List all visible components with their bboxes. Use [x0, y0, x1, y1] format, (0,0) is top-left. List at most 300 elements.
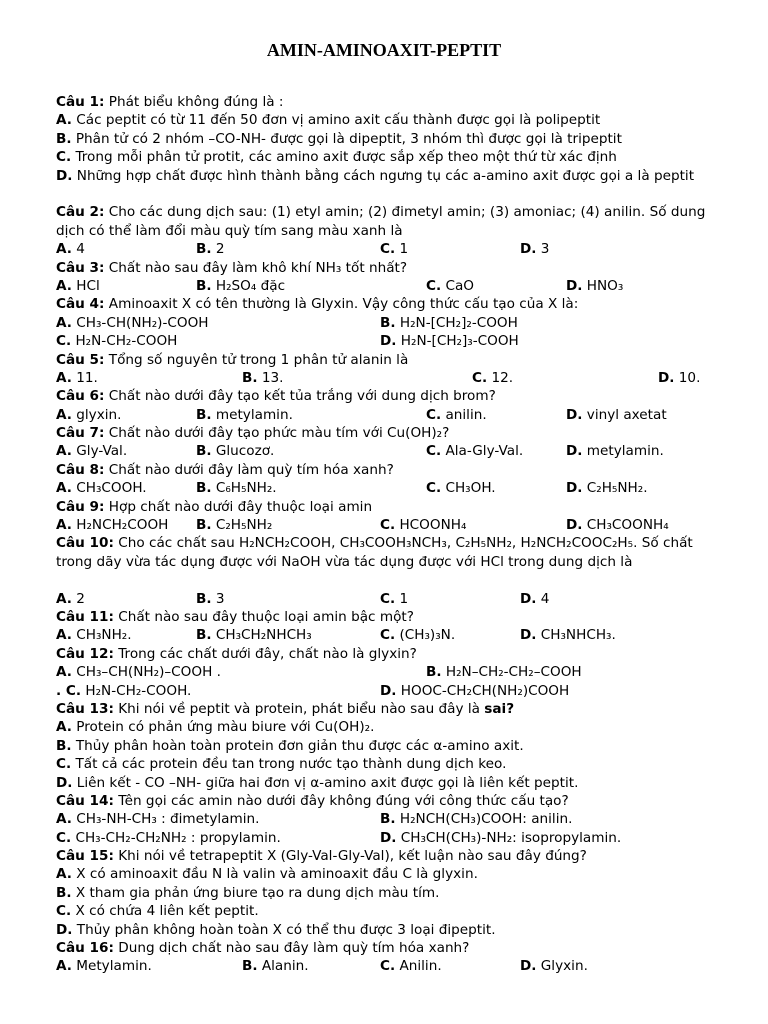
- choice-line: [56, 902, 720, 920]
- choice-letter: C.: [380, 241, 396, 258]
- choice-text: 2: [211, 241, 225, 258]
- choice: [566, 443, 664, 459]
- choice-text: H₂N-CH₂-COOH.: [81, 682, 192, 699]
- choice-slot: [472, 369, 513, 387]
- choice-slot: [56, 277, 100, 295]
- choice-text: CH₃-CH₂-CH₂NH₂ : propylamin.: [71, 829, 281, 846]
- choice-slot: [196, 406, 293, 424]
- choice-slot: [196, 590, 225, 608]
- choice-slot: [56, 829, 281, 847]
- choice-text: H₂N-[CH₂]₃-COOH: [396, 333, 519, 350]
- choice-text: CH₃–CH(NH₂)–COOH .: [71, 664, 221, 681]
- choice-slot: [520, 590, 549, 608]
- choice-text: metylamin.: [582, 443, 664, 460]
- question-block: [56, 792, 720, 847]
- choice: [380, 591, 408, 607]
- choice: [196, 278, 285, 294]
- question-text: Hợp chất nào dưới đây thuộc loại amin: [104, 498, 373, 515]
- choice-letter: C.: [56, 333, 72, 350]
- choice-slot: [196, 516, 272, 534]
- choice-text: H₂SO₄ đặc: [211, 277, 286, 294]
- choice: [520, 627, 616, 643]
- choice: [56, 149, 617, 165]
- choice-text: CH₃-CH(NH₂)-COOH: [71, 314, 209, 331]
- choice-line: [56, 130, 720, 148]
- choice: [566, 517, 669, 533]
- choice-letter: B.: [242, 369, 258, 386]
- choice: [56, 885, 439, 901]
- choice: [56, 168, 694, 184]
- choice-text: 4: [71, 241, 85, 258]
- choice-letter: A.: [56, 664, 72, 681]
- question-number: Câu 11:: [56, 608, 114, 625]
- choice: [56, 112, 600, 128]
- question-text: Trong các chất dưới đây, chất nào là glyxin?: [113, 645, 417, 662]
- choice-text: 3: [536, 241, 550, 258]
- choice-letter: B.: [196, 406, 212, 423]
- choice-text: CH₃-NH-CH₃ : đimetylamin.: [71, 811, 260, 828]
- choice-slot: [56, 626, 132, 644]
- choice-letter: B.: [196, 517, 212, 534]
- choice: [56, 241, 85, 257]
- choice: [56, 922, 496, 938]
- choice: [380, 683, 569, 699]
- choice: [56, 407, 121, 423]
- choice-letter: D.: [658, 369, 675, 386]
- choice-text: H₂N-[CH₂]₂-COOH: [395, 314, 518, 331]
- choice-slot: [380, 314, 518, 332]
- choice-slot: [380, 829, 621, 847]
- choice: [426, 664, 582, 680]
- choice-slot: [380, 516, 466, 534]
- choice-letter: A.: [56, 314, 72, 331]
- choice-letter: B.: [380, 811, 396, 828]
- choice-slot: [56, 406, 121, 424]
- choice: [196, 443, 274, 459]
- choice-letter: B.: [426, 664, 442, 681]
- choice-letter: A.: [56, 277, 72, 294]
- choice-text: HCl: [71, 277, 100, 294]
- question-block: [56, 387, 720, 424]
- question-stem: [56, 700, 720, 718]
- choice-text: Phân tử có 2 nhóm –CO-NH- được gọi là dipeptit, 3 nhóm thì được gọi là tripeptit: [71, 130, 622, 147]
- choice-letter: D.: [56, 167, 73, 184]
- choice-text: H₂N–CH₂-CH₂–COOH: [441, 664, 582, 681]
- choice-text: Trong mỗi phân tử protit, các amino axit được sắp xếp theo một thứ từ xác định: [71, 149, 617, 166]
- choice-text: CH₃NHCH₃.: [536, 627, 616, 644]
- choice: [380, 830, 621, 846]
- choice: [56, 278, 100, 294]
- choice-letter: A.: [56, 958, 72, 975]
- choice: [196, 241, 225, 257]
- choice-row: [56, 516, 720, 534]
- choice-text: CH₃OH.: [441, 480, 496, 497]
- choice: [426, 443, 523, 459]
- choice-letter: B.: [242, 958, 258, 975]
- question-number: Câu 2:: [56, 204, 105, 221]
- choice: [520, 241, 549, 257]
- choice: [380, 241, 408, 257]
- question-list: [56, 93, 720, 976]
- choice-line: [56, 774, 720, 792]
- choice-slot: [56, 442, 127, 460]
- choice-letter: C.: [380, 958, 396, 975]
- choice: [56, 811, 259, 827]
- choice-slot: [56, 682, 191, 700]
- choice-letter: C.: [56, 903, 72, 920]
- choice-text: C₂H₅NH₂.: [582, 480, 648, 497]
- choice-slot: [566, 277, 623, 295]
- choice-text: Glucozơ.: [211, 443, 275, 460]
- choice: [380, 627, 455, 643]
- choice-line: [56, 865, 720, 883]
- choice: [56, 775, 578, 791]
- question-stem: [56, 295, 720, 313]
- choice-text: 13.: [257, 369, 284, 386]
- choice-row: [56, 442, 720, 460]
- question-number: Câu 9:: [56, 498, 105, 515]
- choice-slot: [56, 663, 221, 681]
- choice: [196, 627, 312, 643]
- choice-text: HNO₃: [582, 277, 624, 294]
- choice: [56, 830, 281, 846]
- question-stem: [56, 351, 720, 369]
- choice-text: Liên kết - CO –NH- giữa hai đơn vị α-amino axit được gọi là liên kết peptit.: [72, 774, 579, 791]
- question-block: [56, 424, 720, 461]
- choice-letter: B.: [56, 884, 72, 901]
- question-text: Chất nào dưới đây tạo kết tủa trắng với dung dịch brom?: [104, 388, 496, 405]
- choice-letter: B.: [380, 314, 396, 331]
- choice: [566, 480, 648, 496]
- question-block: [56, 645, 720, 700]
- choice: [196, 407, 293, 423]
- choice: [56, 333, 177, 349]
- choice-text: 4: [536, 590, 550, 607]
- choice-slot: [566, 516, 669, 534]
- choice-letter: D.: [380, 829, 397, 846]
- choice-letter: D.: [520, 958, 537, 975]
- question-text: Aminoaxit X có tên thường là Glyxin. Vậy công thức cấu tạo của X là:: [104, 296, 579, 313]
- choice-row: [56, 332, 720, 350]
- choice-line: [56, 718, 720, 736]
- choice-text: CH₃NH₂.: [71, 627, 132, 644]
- question-number: Câu 1:: [56, 94, 105, 110]
- question-number: Câu 16:: [56, 940, 114, 957]
- choice-line: [56, 148, 720, 166]
- question-number: Câu 10:: [56, 535, 114, 552]
- choice-text: 1: [395, 241, 409, 258]
- question-number: Câu 4:: [56, 296, 105, 313]
- choice-text: H₂NCH₂COOH: [71, 517, 169, 534]
- choice-text: H₂NCH(CH₃)COOH: anilin.: [395, 811, 573, 828]
- choice-line: [56, 755, 720, 773]
- choice-text: Ala-Gly-Val.: [441, 443, 524, 460]
- question-stem: [56, 645, 720, 663]
- choice-slot: [242, 957, 309, 975]
- choice-letter: B.: [196, 480, 212, 497]
- choice-text: Tất cả các protein đều tan trong nước tạo thành dung dịch keo.: [71, 756, 507, 773]
- question-stem: [56, 534, 720, 589]
- choice: [566, 407, 667, 423]
- choice-letter: A.: [56, 241, 72, 258]
- choice: [56, 443, 127, 459]
- choice-row: [56, 406, 720, 424]
- choice: [520, 958, 588, 974]
- choice-text: Anilin.: [395, 958, 442, 975]
- choice-letter: A.: [56, 443, 72, 460]
- choice-letter: C.: [56, 149, 72, 166]
- choice-slot: [56, 479, 147, 497]
- choice-text: glyxin.: [71, 406, 122, 423]
- choice-slot: [196, 240, 225, 258]
- choice-letter: C.: [56, 829, 72, 846]
- document-title: AMIN-AMINOAXIT-PEPTIT: [266, 40, 502, 60]
- question-stem: [56, 203, 720, 240]
- choice: [56, 131, 622, 147]
- choice: [56, 627, 132, 643]
- choice-letter: D.: [520, 627, 537, 644]
- question-block: [56, 351, 720, 388]
- choice-row: [56, 663, 720, 681]
- choice: [426, 407, 487, 423]
- choice-letter: A.: [56, 811, 72, 828]
- question-stem: [56, 847, 720, 865]
- choice: [380, 333, 519, 349]
- choice: [56, 664, 221, 680]
- question-block: [56, 295, 720, 350]
- choice: [242, 370, 283, 386]
- question-number: Câu 7:: [56, 425, 105, 442]
- choice-text: Những hợp chất được hình thành bằng cách ngưng tụ các a-amino axit được gọi a là peptit: [72, 167, 695, 184]
- choice: [56, 370, 98, 386]
- choice-letter: C.: [56, 756, 72, 773]
- choice-line: [56, 111, 720, 129]
- question-block: [56, 259, 720, 296]
- choice-text: Thủy phân không hoàn toàn X có thể thu được 3 loại đipeptit.: [72, 921, 496, 938]
- choice-text: X có aminoaxit đầu N là valin và aminoaxit đầu C là glyxin.: [71, 866, 478, 883]
- choice-letter: A.: [56, 719, 72, 736]
- choice-letter: B.: [196, 590, 212, 607]
- choice: [426, 480, 496, 496]
- choice: [196, 591, 225, 607]
- choice-letter: D.: [56, 774, 73, 791]
- question-block: [56, 939, 720, 976]
- choice-letter: D.: [566, 480, 583, 497]
- choice-row: [56, 682, 720, 700]
- question-text: Chất nào dưới đây làm quỳ tím hóa xanh?: [104, 461, 394, 478]
- question-block: [56, 700, 720, 792]
- choice-letter: D.: [566, 443, 583, 460]
- choice: [242, 958, 309, 974]
- choice-slot: [380, 626, 455, 644]
- choice-text: CH₃CH(CH₃)-NH₂: isopropylamin.: [396, 829, 622, 846]
- choice-letter: A.: [56, 480, 72, 497]
- choice-slot: [566, 442, 664, 460]
- choice-letter: D.: [380, 682, 397, 699]
- question-block: [56, 461, 720, 498]
- choice-row: [56, 810, 720, 828]
- choice-text: Glyxin.: [536, 958, 588, 975]
- question-number: Câu 15:: [56, 848, 114, 865]
- question-stem: [56, 461, 720, 479]
- question-block: [56, 847, 720, 939]
- choice-slot: [426, 479, 496, 497]
- choice-letter: A.: [56, 517, 72, 534]
- choice-text: anilin.: [441, 406, 487, 423]
- choice-letter: B.: [196, 241, 212, 258]
- question-text: Phát biểu không đúng là :: [104, 94, 284, 110]
- choice-slot: [426, 277, 474, 295]
- choice: [472, 370, 513, 386]
- choice-text: 10.: [674, 369, 701, 386]
- question-text: Chất nào dưới đây tạo phức màu tím với Cu(OH)₂?: [104, 425, 450, 442]
- question-block: [56, 203, 720, 258]
- choice-letter: A.: [56, 369, 72, 386]
- choice-slot: [56, 332, 177, 350]
- choice-slot: [380, 810, 572, 828]
- choice: [56, 591, 85, 607]
- question-text: Cho các dung dịch sau: (1) etyl amin; (2) đimetyl amin; (3) amoniac; (4) anilin. Số dung dịch có thể làm đổi màu quỳ tím sang màu xanh là: [56, 204, 706, 239]
- choice: [658, 370, 700, 386]
- choice-row: [56, 590, 720, 608]
- choice-letter: D.: [566, 406, 583, 423]
- choice-slot: [56, 957, 152, 975]
- choice-text: (CH₃)₃N.: [395, 627, 456, 644]
- choice-slot: [196, 442, 274, 460]
- question-block: [56, 498, 720, 535]
- choice-row: [56, 829, 720, 847]
- choice-slot: [196, 479, 277, 497]
- choice-letter: C.: [472, 369, 488, 386]
- emphasis-word: sai?: [484, 700, 515, 717]
- choice: [380, 958, 442, 974]
- choice-text: HOOC-CH₂CH(NH₂)COOH: [396, 682, 570, 699]
- choice-text: CH₃COONH₄: [582, 517, 669, 534]
- choice-letter: B.: [56, 737, 72, 754]
- choice-slot: [566, 479, 648, 497]
- choice: [380, 811, 572, 827]
- choice: [56, 719, 374, 735]
- choice-slot: [380, 332, 519, 350]
- choice-letter: C.: [380, 590, 396, 607]
- question-number: Câu 5:: [56, 351, 105, 368]
- choice: [56, 756, 506, 772]
- choice: [56, 866, 478, 882]
- choice-letter: D.: [566, 517, 583, 534]
- choice-slot: [196, 626, 312, 644]
- choice-slot: [520, 240, 549, 258]
- choice-text: C₂H₅NH₂: [211, 517, 273, 534]
- choice-letter: A.: [56, 112, 72, 129]
- choice-text: 11.: [71, 369, 98, 386]
- question-text: Chất nào sau đây làm khô khí NH₃ tốt nhất?: [104, 259, 408, 276]
- choice-text: H₂N-CH₂-COOH: [71, 333, 178, 350]
- choice-slot: [380, 682, 569, 700]
- choice-text: Protein có phản ứng màu biure với Cu(OH)₂.: [71, 719, 375, 736]
- choice-text: 2: [71, 590, 85, 607]
- choice-row: [56, 626, 720, 644]
- question-stem: [56, 424, 720, 442]
- choice-text: Gly-Val.: [71, 443, 128, 460]
- choice: [380, 517, 466, 533]
- question-stem: [56, 498, 720, 516]
- choice-letter: B.: [196, 277, 212, 294]
- choice-slot: [196, 277, 285, 295]
- choice-slot: [380, 957, 442, 975]
- choice-slot: [658, 369, 700, 387]
- choice-text: vinyl axetat: [582, 406, 667, 423]
- choice: [380, 315, 518, 331]
- choice-letter: D.: [520, 590, 537, 607]
- choice-letter: D.: [566, 277, 583, 294]
- choice-slot: [56, 369, 98, 387]
- choice-letter: C.: [426, 406, 442, 423]
- choice: [56, 683, 191, 699]
- choice-letter: A.: [56, 406, 72, 423]
- question-text: Khi nói về tetrapeptit X (Gly-Val-Gly-Val), kết luận nào sau đây đúng?: [113, 848, 587, 865]
- choice-letter: D.: [56, 921, 73, 938]
- choice-text: Alanin.: [257, 958, 309, 975]
- choice-letter: A.: [56, 866, 72, 883]
- choice-letter: C.: [426, 277, 442, 294]
- choice-slot: [56, 810, 259, 828]
- question-text: Cho các chất sau H₂NCH₂COOH, CH₃COOH₃NCH₃, C₂H₅NH₂, H₂NCH₂COOC₂H₅. Số chất trong dãy vừa tác dụng được với NaOH vừa tác dụng được với HCl trong dung dịch là: [56, 535, 693, 570]
- choice: [56, 315, 209, 331]
- choice-text: metylamin.: [211, 406, 293, 423]
- choice-letter: . C.: [56, 682, 82, 699]
- choice: [56, 958, 152, 974]
- choice-text: 1: [395, 590, 409, 607]
- question-text: Tên gọi các amin nào dưới đây không đúng với công thức cấu tạo?: [113, 792, 569, 809]
- choice-row: [56, 369, 720, 387]
- choice: [56, 480, 147, 496]
- choice: [566, 278, 623, 294]
- choice-letter: B.: [196, 443, 212, 460]
- choice-text: C₆H₅NH₂.: [211, 480, 277, 497]
- choice: [56, 517, 168, 533]
- choice: [426, 278, 474, 294]
- question-block: [56, 608, 720, 645]
- choice-slot: [56, 314, 209, 332]
- choice-slot: [426, 663, 582, 681]
- choice-slot: [242, 369, 283, 387]
- choice-text: CH₃COOH.: [71, 480, 147, 497]
- choice-text: Metylamin.: [71, 958, 152, 975]
- choice-row: [56, 240, 720, 258]
- choice-slot: [566, 406, 667, 424]
- choice-line: [56, 737, 720, 755]
- question-stem: [56, 608, 720, 626]
- choice-letter: D.: [520, 241, 537, 258]
- choice-line: [56, 167, 720, 204]
- choice-row: [56, 957, 720, 975]
- question-number: Câu 8:: [56, 461, 105, 478]
- question-stem: [56, 387, 720, 405]
- choice-letter: A.: [56, 590, 72, 607]
- choice-text: CaO: [441, 277, 474, 294]
- choice-line: [56, 884, 720, 902]
- question-text: Dung dịch chất nào sau đây làm quỳ tím hóa xanh?: [113, 940, 470, 957]
- choice-letter: B.: [196, 627, 212, 644]
- question-stem: [56, 939, 720, 957]
- choice-letter: A.: [56, 627, 72, 644]
- choice-text: HCOONH₄: [395, 517, 467, 534]
- choice-letter: C.: [426, 480, 442, 497]
- choice-text: Các peptit có từ 11 đến 50 đơn vị amino axit cấu thành được gọi là polipeptit: [71, 112, 601, 129]
- choice-letter: C.: [380, 627, 396, 644]
- choice-row: [56, 277, 720, 295]
- choice-row: [56, 314, 720, 332]
